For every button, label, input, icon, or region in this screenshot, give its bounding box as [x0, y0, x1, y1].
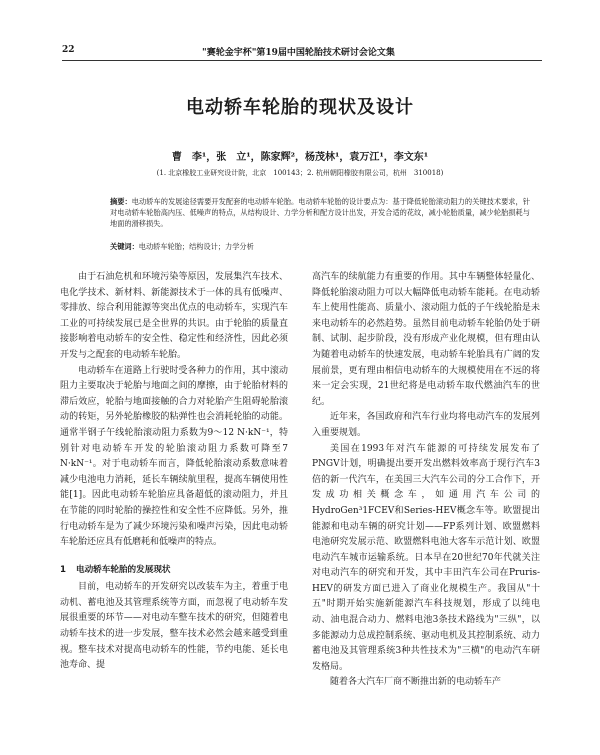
running-head-title: "赛轮金宇杯"第19届中国轮胎技术研讨会论文集 [202, 48, 395, 58]
paper-title: 电动轿车轮胎的现状及设计 [186, 97, 414, 118]
right-column [312, 270, 540, 691]
page-number: 22 [62, 45, 75, 55]
body-paragraph: 近年来，各国政府和汽车行业均将电动汽车的发展列入重要规划。 [312, 412, 540, 438]
abstract [110, 196, 530, 229]
running-header [62, 44, 542, 61]
body-paragraph: 目前，电动轿车的开发研究以改装车为主，着重于电动机、蓄电池及其管理系统等方面，而忽视了电动轿车发展很重要的环节——对电动车整车技术的研究，但随着电动轿车技术的进一步发展，整车技术必然会越来越受到重视。整车技术对提高电动轿车的性能，节约电能、延长电池寿命、提 [60, 582, 288, 671]
abstract-label: 摘要： [110, 197, 132, 206]
keywords-label: 关键词： [110, 242, 139, 251]
keywords-text: 电动轿车轮胎；结构设计；力学分析 [138, 242, 254, 251]
body-paragraph: 电动轿车在道路上行驶时受各种力的作用，其中滚动阻力主要取决于轮胎与地面之间的摩擦，由于轮胎材料的滞后效应，轮胎与地面接触的合力对轮胎产生阻碍轮胎滚动的转矩，另外轮胎橡胶的粘弹性也会消耗轮胎的动能。通常半钢子午线轮胎滚动阻力系数为9～12 N·kN⁻¹，特别针对电动轿车开发的轮胎滚动阻力系数可降至7 N·kN⁻¹。对于电动轿车而言，降低轮胎滚动系数意味着减少电池电力消耗，延长车辆续航里程，提高车辆使用性能[1]。因此电动轿车轮胎应具备超低的滚动阻力，并且在节能的同时轮胎的操控性和安全性不应降低。另外，推行电动轿车是为了减少环境污染和噪声污染，因此电动轿车轮胎还应具有低磨耗和低噪声的特点。 [60, 365, 288, 548]
body-paragraph: 美国在1993年对汽车能源的可持续发展发布了PNGV计划，明确提出要开发出燃料效率高于现行汽车3倍的新一代汽车，在美国三大汽车公司的分工合作下，开发成功相关概念车，如通用汽车公司的HydroGen³1FCEV和Series-HEV概念车等。欧盟提出能源和电动车辆的研究计划——FP系列计划、欧盟燃料电池研究发展示范、欧盟燃料电池大客车示范计划、欧盟电动汽车城市运输系统。日本早在20世纪70年代就关注对电动汽车的研究和开发，其中丰田汽车公司在Pruris-HEV的研发方面已进入了商业化规模生产。我国从"十五"时期开始实施新能源汽车科技规划，形成了以纯电动、油电混合动力、燃料电池3条技术路线为"三纵"，以多能源动力总成控制系统、驱动电机及其控制系统、动力蓄电池及其管理系统3种共性技术为"三横"的电动汽车研发格局。 [312, 443, 540, 672]
keywords [110, 241, 530, 252]
section-title: 电动轿车轮胎的发展现状 [75, 564, 171, 575]
body-paragraph: 高汽车的续航能力有重要的作用。其中车辆整体轻量化、降低轮胎滚动阻力可以大幅降低电动轿车能耗。在电动轿车上使用性能高、质量小、滚动阻力低的子午线轮胎是未来电动轿车的必然趋势。虽然目前电动轿车轮胎仍处于研制、试制、起步阶段，没有形成产业化规模，但有理由认为随着电动轿车的快速发展，电动轿车轮胎具有广阔的发展前景，更有理由相信电动轿车的大规模使用在不远的将来一定会实现，21世纪将是电动轿车取代燃油汽车的世纪。 [312, 272, 540, 407]
abstract-text: 电动轿车的发展途径需要开发配套的电动轿车轮胎。电动轿车轮胎的设计要点为：基于降低轮胎滚动阻力的关键技术要求，针对电动轿车轮胎高内压、低噪声的特点，从结构设计、力学分析和配方设计出发，开发合适的花纹，减小轮胎质量，减少轮胎损耗与地面的滑移损失。 [110, 197, 530, 228]
section-number: 1 [60, 564, 66, 575]
body-paragraph: 随着各大汽车厂商不断推出新的电动轿车产 [330, 677, 502, 688]
section-heading [60, 563, 288, 579]
body-paragraph: 由于石油危机和环境污染等原因，发展集汽车技术、电化学技术、新材料、新能源技术于一体的具有低噪声、零排放、综合利用能源等突出优点的电动轿车，实现汽车工业的可持续发展已是全世界的共识。由于轮胎的质量直接影响着电动轿车的安全性、稳定性和经济性，因此必须开发与之配套的电动轿车轮胎。 [60, 272, 288, 360]
left-column [60, 270, 288, 674]
author-list: 曹 李¹，张 立¹，陈家辉²，杨茂林¹，袁万江¹，李文东¹ [171, 152, 429, 163]
affiliation: (1. 北京橡胶工业研究设计院，北京 100143；2. 杭州朝阳橡胶有限公司，杭州 310018) [156, 169, 444, 177]
